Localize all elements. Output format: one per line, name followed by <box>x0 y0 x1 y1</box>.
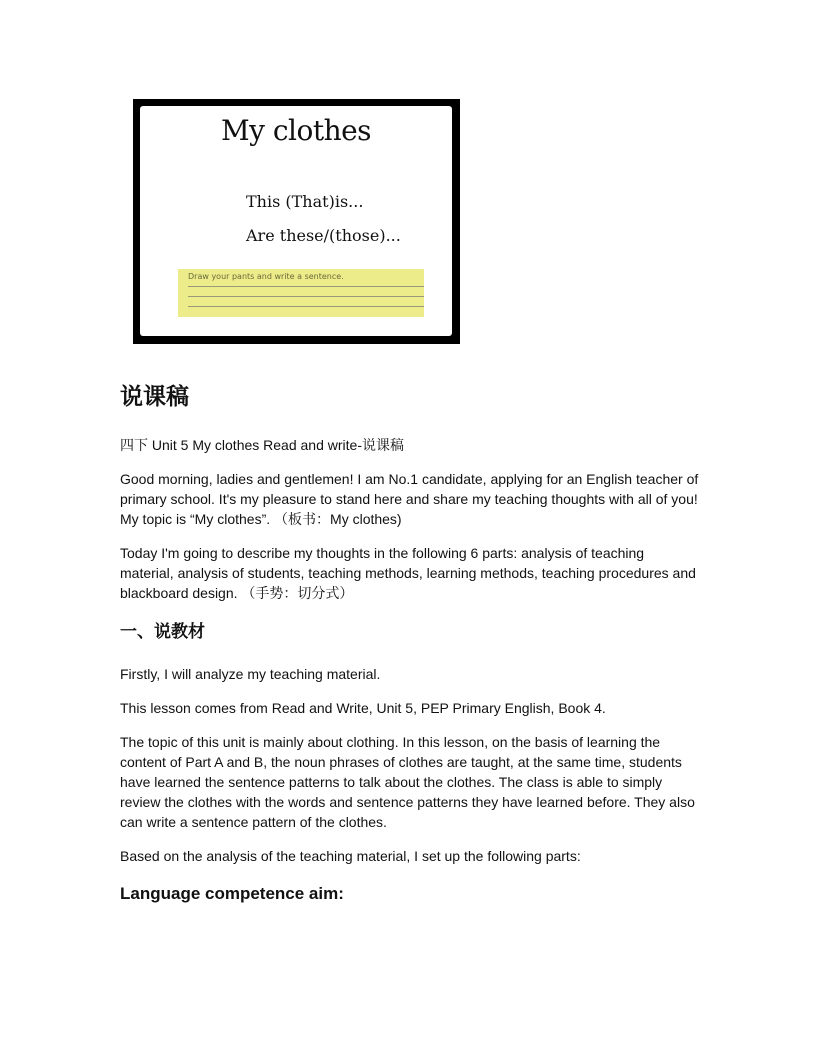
subheading-aim: Language competence aim: <box>120 884 344 903</box>
paragraph-outline: Today I'm going to describe my thoughts in the following 6 parts: analysis of teaching material, analysis of students, teaching methods, learning methods, teaching procedures and blackboard design. （手势：切分式） <box>120 545 696 601</box>
strip-rule <box>188 296 424 297</box>
figure-line-1: This (That)is... <box>246 192 364 211</box>
strip-rule <box>188 306 424 307</box>
paragraph-topic: The topic of this unit is mainly about clothing. In this lesson, on the basis of learning the content of Part A and B, the noun phrases of clothes are taught, at the same time, students have learned the sentence patterns to talk about the clothes. The class is able to simply review the clothes with the words and sentence patterns they have learned before. They also can write a sentence pattern of the clothes. <box>120 734 695 830</box>
paragraph-intro: Firstly, I will analyze my teaching material. <box>120 666 381 682</box>
strip-label: Draw your pants and write a sentence. <box>188 272 344 281</box>
blackboard-figure <box>133 99 460 344</box>
paragraph-source: This lesson comes from Read and Write, Unit 5, PEP Primary English, Book 4. <box>120 700 606 716</box>
page-title: 说课稿 <box>120 384 189 410</box>
blackboard-surface <box>140 106 452 336</box>
document-body <box>120 378 700 904</box>
section-heading: 一、说教材 <box>120 622 205 642</box>
strip-rule <box>188 286 424 287</box>
paragraph-greeting: Good morning, ladies and gentlemen! I am No.1 candidate, applying for an English teacher of primary school. It's my pleasure to stand here and share my teaching thoughts with all of you! My topic is “My clothes”. （板书：My clothes) <box>120 471 699 527</box>
paragraph-parts: Based on the analysis of the teaching material, I set up the following parts: <box>120 848 581 864</box>
figure-line-2: Are these/(those)... <box>246 226 401 245</box>
writing-strip <box>178 269 424 317</box>
lesson-subtitle: 四下 Unit 5 My clothes Read and write-说课稿 <box>120 437 404 453</box>
figure-title: My clothes <box>220 114 372 147</box>
